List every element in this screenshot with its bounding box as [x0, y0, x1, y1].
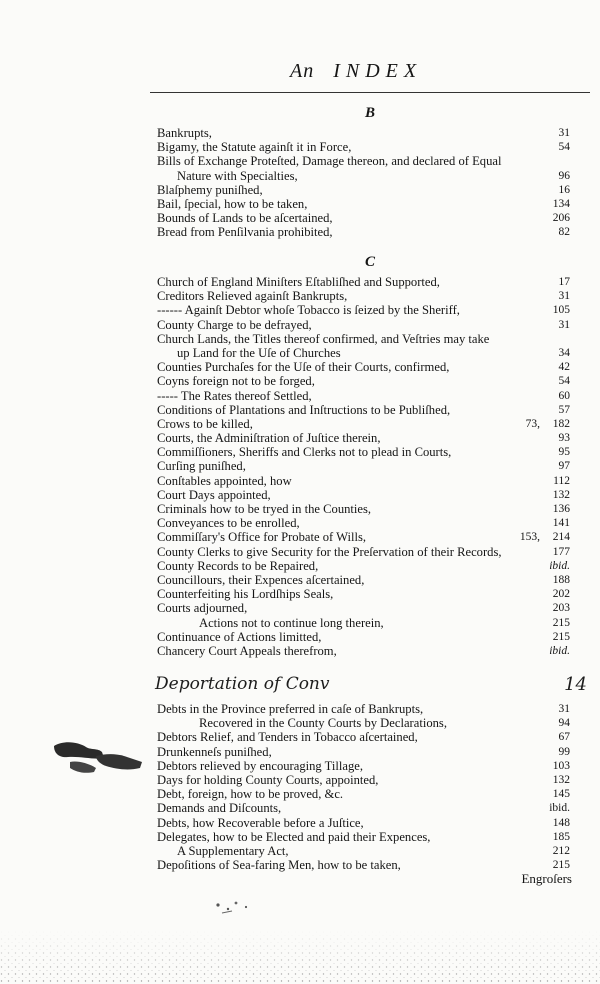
entry-text: Coyns foreign not to be forged,	[157, 374, 315, 389]
running-head-title: INDEX	[333, 60, 423, 82]
entry-text: Bounds of Lands to be aſcertained,	[157, 211, 333, 226]
index-entry	[157, 360, 570, 374]
header-rule	[150, 92, 590, 93]
entry-page: 82	[558, 226, 570, 239]
entry-text: Actions not to continue long therein,	[199, 615, 384, 630]
index-entry	[157, 389, 570, 403]
running-head	[290, 60, 422, 83]
entry-text: Court Days appointed,	[157, 487, 271, 502]
entry-page: 132	[552, 773, 570, 786]
index-entry	[157, 516, 570, 530]
entry-text: Recovered in the County Courts by Declarations,	[199, 716, 447, 731]
entries-b	[157, 126, 570, 240]
index-entry	[157, 474, 570, 488]
entry-text: Church of England Miniſters Eſtabliſhed and Supported,	[157, 275, 440, 289]
index-entry	[157, 431, 570, 445]
entry-text: Curſing puniſhed,	[157, 459, 246, 474]
entry-page: 16	[558, 183, 570, 196]
entry-text: County Records to be Repaired,	[157, 558, 319, 573]
index-entry	[157, 816, 570, 830]
entry-text: Councillours, their Expences aſcertained,	[157, 572, 365, 587]
entry-text: Bail, ſpecial, how to be taken,	[157, 196, 308, 211]
index-entry	[157, 374, 570, 388]
handwritten-annotation	[155, 674, 595, 698]
index-entry	[157, 289, 570, 303]
entry-page: 96	[558, 169, 570, 182]
index-entry	[157, 183, 570, 197]
entry-text: Demands and Diſcounts,	[157, 801, 282, 816]
entry-page: ibid.	[549, 559, 570, 572]
index-entry	[157, 332, 570, 346]
handwritten-text: Deportation of Conv	[155, 674, 330, 694]
section-letter-c: C	[365, 254, 376, 270]
entry-page: 17	[558, 276, 570, 288]
entry-page: 42	[558, 361, 570, 374]
entry-text: Debts, how Recoverable before a Juſtice,	[157, 815, 364, 830]
index-entry	[157, 787, 570, 801]
entry-text: Blaſphemy puniſhed,	[157, 182, 263, 197]
index-entry	[157, 530, 570, 544]
entry-page: 215	[552, 630, 570, 643]
entry-page: 182	[552, 417, 570, 430]
index-entry	[157, 154, 570, 168]
index-entry	[157, 759, 570, 773]
entry-page: 148	[552, 816, 570, 829]
index-entry	[157, 801, 570, 815]
index-entry	[157, 773, 570, 787]
entry-text: Chancery Court Appeals therefrom,	[157, 643, 337, 658]
index-entry	[157, 858, 570, 872]
index-entry	[157, 844, 570, 858]
entry-page: ibid.	[549, 644, 570, 657]
entry-extra-page: 153,	[519, 531, 540, 544]
entry-text: Bankrupts,	[157, 126, 212, 140]
entry-page: 31	[558, 290, 570, 303]
entry-text: Commiſſioners, Sheriffs and Clerks not to plead in Courts,	[157, 445, 452, 460]
entry-page: 54	[558, 141, 570, 154]
entry-text: Bills of Exchange Proteſted, Damage thereon, and declared of Equal	[157, 154, 502, 169]
entry-page: 185	[552, 830, 570, 843]
entry-page: 60	[558, 389, 570, 402]
index-entry	[157, 545, 570, 559]
entry-text: Debtors Relief, and Tenders in Tobacco aſcertained,	[157, 730, 418, 745]
entry-page: 132	[552, 488, 570, 501]
entry-text: Continuance of Actions limitted,	[157, 629, 322, 644]
index-entry	[157, 275, 570, 289]
entry-page: 93	[558, 432, 570, 445]
entry-page: 112	[553, 474, 570, 487]
index-entry	[157, 502, 570, 516]
entries-c	[157, 275, 570, 658]
entry-text: Counterfeiting his Lordſhips Seals,	[157, 587, 334, 602]
entry-page: 34	[558, 346, 570, 359]
entry-text: Commiſſary's Office for Probate of Wills,	[157, 530, 367, 545]
section-letter-b: B	[365, 105, 376, 121]
index-entry	[157, 225, 570, 239]
entry-text: Depoſitions of Sea-faring Men, how to be taken,	[157, 858, 401, 873]
index-entry	[157, 716, 570, 730]
entry-text: Creditors Relieved againſt Bankrupts,	[157, 289, 348, 304]
entry-text: Days for holding County Courts, appointed,	[157, 772, 379, 787]
index-entry	[157, 616, 570, 630]
entry-page: 97	[558, 460, 570, 473]
entry-text: Nature with Specialties,	[177, 168, 298, 183]
running-head-prefix: An	[290, 60, 315, 82]
index-entry	[157, 169, 570, 183]
entry-page: 94	[558, 717, 570, 730]
entry-text: Delegates, how to be Elected and paid their Expences,	[157, 829, 431, 844]
entry-text: up Land for the Uſe of Churches	[177, 345, 341, 360]
entry-text: Counties Purchaſes for the Uſe of their Courts, confirmed,	[157, 360, 450, 375]
index-entry	[157, 403, 570, 417]
entry-text: Courts, the Adminiſtration of Juſtice therein,	[157, 431, 381, 446]
entry-text: Bread from Penſilvania prohibited,	[157, 225, 333, 240]
entry-page: 136	[552, 503, 570, 515]
index-entry	[157, 702, 570, 716]
index-entry	[157, 488, 570, 502]
entry-page: 215	[552, 616, 570, 629]
entry-page: 203	[552, 602, 570, 615]
entry-text: Debtors relieved by encouraging Tillage,	[157, 758, 364, 773]
index-entry	[157, 459, 570, 473]
catchword: Engroſers	[521, 871, 572, 886]
entry-text: Crows to be killed,	[157, 416, 253, 431]
entry-page: 214	[552, 531, 570, 544]
entry-page: 95	[558, 446, 570, 459]
handwritten-page: 14	[564, 674, 587, 695]
index-entry	[157, 126, 570, 140]
entry-page: 202	[552, 588, 570, 601]
entries-d	[157, 702, 570, 872]
entry-page: 103	[552, 759, 570, 772]
entry-page: 57	[558, 403, 570, 416]
paper-edge-speckle	[0, 930, 600, 984]
ink-blot	[50, 738, 148, 778]
index-entry	[157, 601, 570, 615]
entry-text: Conditions of Plantations and Inſtructions to be Publiſhed,	[157, 402, 451, 417]
index-entry	[157, 644, 570, 658]
index-entry	[157, 630, 570, 644]
entry-text: Church Lands, the Titles thereof confirmed, and Veſtries may take	[157, 331, 490, 346]
index-entry	[157, 573, 570, 587]
entry-extra-page: 73,	[525, 417, 540, 430]
index-entry	[157, 318, 570, 332]
index-entry	[157, 745, 570, 759]
entry-page: 99	[558, 745, 570, 758]
entry-page: 105	[552, 304, 570, 317]
entry-text: Bigamy, the Statute againſt it in Force,	[157, 140, 352, 155]
entry-text: Debts in the Province preferred in caſe of Bankrupts,	[157, 702, 424, 716]
entry-page: 54	[558, 375, 570, 388]
entry-page: 31	[558, 127, 570, 139]
entry-text: Conveyances to be enrolled,	[157, 516, 300, 531]
entry-page: 31	[558, 318, 570, 331]
entry-page: 188	[552, 573, 570, 586]
index-entry	[157, 197, 570, 211]
index-entry	[157, 830, 570, 844]
entry-page: 141	[552, 517, 570, 530]
index-entry	[157, 140, 570, 154]
entry-page: 212	[552, 844, 570, 857]
index-entry	[157, 445, 570, 459]
entry-text: Debt, foreign, how to be proved, &c.	[157, 787, 344, 802]
entry-text: County Charge to be defrayed,	[157, 317, 312, 332]
entry-page: ibid.	[549, 802, 570, 815]
entry-text: County Clerks to give Security for the Preſervation of their Records,	[157, 544, 502, 559]
entry-text: ------ Againſt Debtor whoſe Tobacco is ſeized by the Sheriff,	[157, 303, 460, 318]
entry-text: A Supplementary Act,	[177, 843, 289, 858]
entry-text: Criminals how to be tryed in the Counties,	[157, 502, 372, 516]
index-entry	[157, 559, 570, 573]
index-entry	[157, 211, 570, 225]
entry-page: 215	[552, 859, 570, 872]
entry-text: Conſtables appointed, how	[157, 473, 292, 488]
index-entry	[157, 587, 570, 601]
index-entry	[157, 346, 570, 360]
entry-page: 145	[552, 788, 570, 801]
entry-page: 206	[552, 212, 570, 225]
entry-page: 177	[552, 545, 570, 558]
entry-page: 31	[558, 703, 570, 715]
entry-text: ----- The Rates thereof Settled,	[157, 388, 312, 403]
entry-text: Courts adjourned,	[157, 601, 248, 616]
index-entry	[157, 417, 570, 431]
entry-text: Drunkenneſs puniſhed,	[157, 744, 272, 759]
index-entry	[157, 303, 570, 317]
entry-page: 134	[552, 197, 570, 210]
index-entry	[157, 730, 570, 744]
entry-page: 67	[558, 731, 570, 744]
ink-smudge	[210, 895, 260, 919]
